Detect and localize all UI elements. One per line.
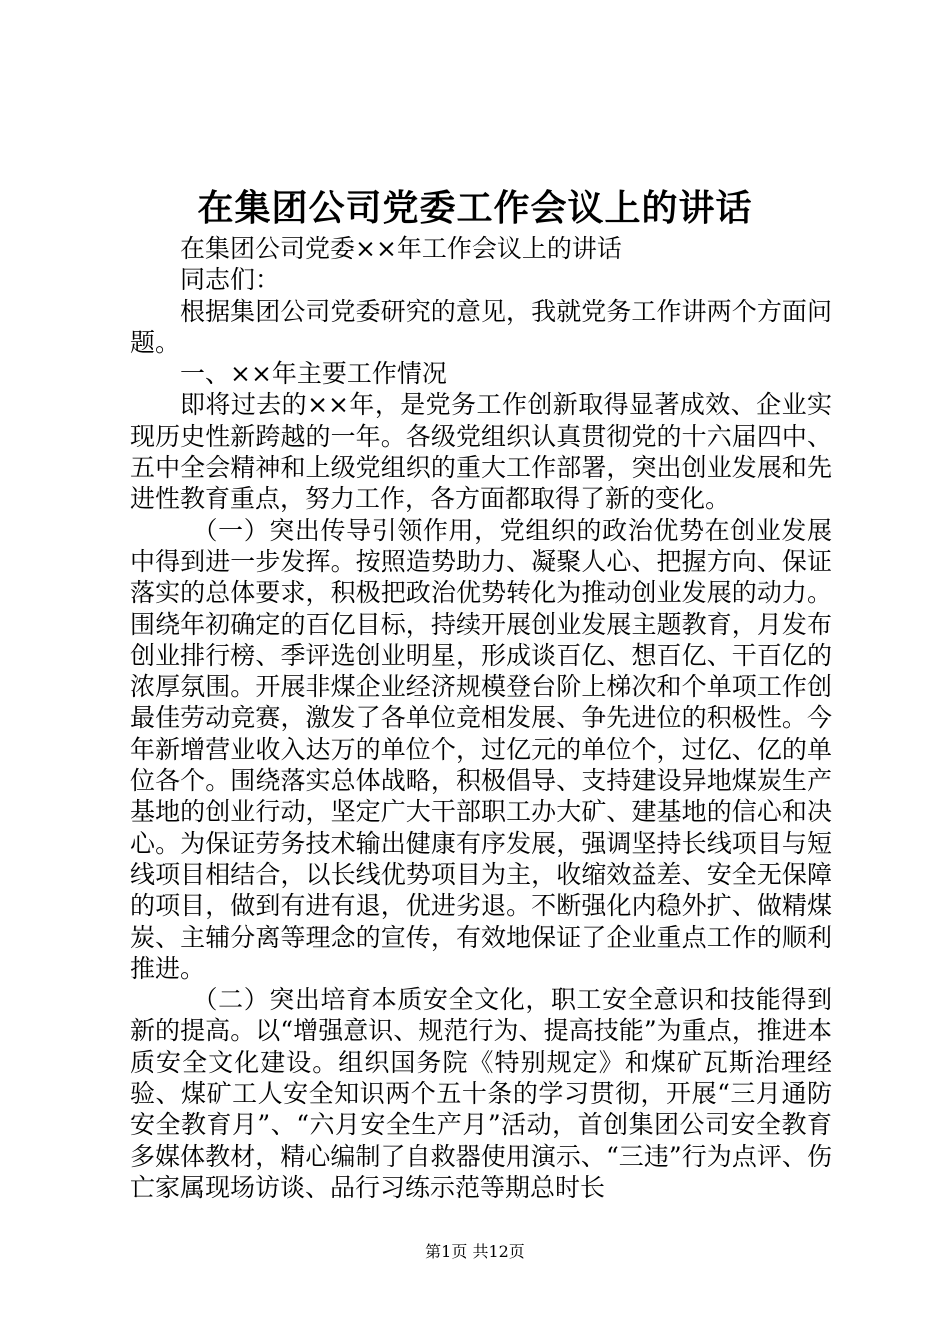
intro-paragraph: 根据集团公司党委研究的意见，我就党务工作讲两个方面问题。: [130, 296, 832, 357]
section-heading: 一、××年主要工作情况: [180, 359, 447, 389]
document-body: [130, 233, 832, 1203]
body-paragraph: （二）突出培育本质安全文化，职工安全意识和技能得到新的提高。以“增强意识、规范行为、提高技能”为重点，推进本质安全文化建设。组织国务院《特别规定》和煤矿瓦斯治理经验、煤矿工人安全知识两个五十条的学习贯彻，开展“三月通防安全教育月”、“六月安全生产月”活动，首创集团公司安全教育多媒体教材，精心编制了自救器使用演示、“三违”行为点评、伤亡家属现场访谈、品行习练示范等期总时长: [130, 985, 832, 1202]
document-title: 在集团公司党委工作会议上的讲话: [197, 187, 753, 229]
body-paragraph: 即将过去的××年，是党务工作创新取得显著成效、企业实现历史性新跨越的一年。各级党组织认真贯彻党的十六届四中、五中全会精神和上级党组织的重大工作部署，突出创业发展和先进性教育重点，努力工作，各方面都取得了新的变化。: [130, 390, 832, 514]
subtitle-paragraph: 在集团公司党委××年工作会议上的讲话: [180, 234, 622, 263]
body-paragraph: （一）突出传导引领作用，党组织的政治优势在创业发展中得到进一步发挥。按照造势助力、凝聚人心、把握方向、保证落实的总体要求，积极把政治优势转化为推动创业发展的动力。围绕年初确定的百亿目标，持续开展创业发展主题教育，月发布创业排行榜、季评选创业明星，形成谈百亿、想百亿、干百亿的浓厚氛围。开展非煤企业经济规模登台阶上梯次和个单项工作创最佳劳动竞赛，激发了各单位竞相发展、争先进位的积极性。今年新增营业收入达万的单位个，过亿元的单位个，过亿、亿的单位各个。围绕落实总体战略，积极倡导、支持建设异地煤炭生产基地的创业行动，坚定广大干部职工办大矿、建基地的信心和决心。为保证劳务技术输出健康有序发展，强调坚持长线项目与短线项目相结合，以长线优势项目为主，收缩效益差、安全无保障的项目，做到有进有退，优进劣退。不断强化内稳外扩、做精煤炭、主辅分离等理念的宣传，有效地保证了企业重点工作的顺利推进。: [130, 515, 832, 983]
salutation-paragraph: 同志们：: [180, 265, 281, 295]
page-number-footer: 第1页 共12页: [425, 1242, 525, 1261]
